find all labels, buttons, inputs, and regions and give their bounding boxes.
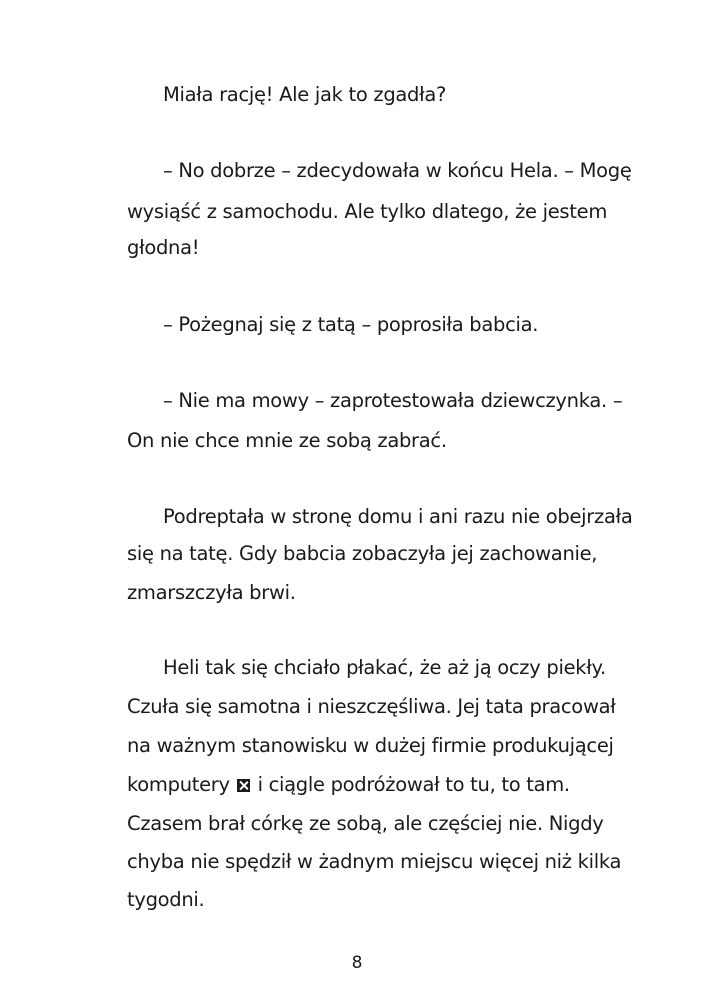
paragraph-line: – Nie ma mowy – zaprotestowała dziewczynka. – [163, 389, 623, 412]
paragraph-line: On nie chce mnie ze sobą zabrać. [127, 429, 447, 452]
paragraph-fragment: komputery [127, 773, 230, 796]
paragraph-line-with-icon [127, 773, 570, 797]
paragraph-line: Podreptała w stronę domu i ani razu nie obejrzała [163, 505, 633, 528]
paragraph-line: Czasem brał córkę ze sobą, ale częściej nie. Nigdy [127, 812, 604, 835]
paragraph-line: zmarszczyła brwi. [127, 581, 296, 604]
paragraph-line: głodna! [127, 236, 200, 259]
paragraph-fragment: i ciągle podróżował to tu, to tam. [257, 773, 570, 796]
paragraph-line: Czuła się samotna i nieszczęśliwa. Jej tata pracował [127, 695, 616, 718]
paragraph-line: – No dobrze – zdecydowała w końcu Hela. – Mogę [163, 159, 632, 182]
paragraph-line: chyba nie spędził w żadnym miejscu więcej niż kilka [127, 850, 622, 873]
paragraph-line: się na tatę. Gdy babcia zobaczyła jej zachowanie, [127, 542, 598, 565]
page-number: 8 [351, 953, 363, 973]
paragraph-line: tygodni. [127, 888, 205, 911]
x-box-icon [237, 779, 250, 792]
paragraph-line: Miała rację! Ale jak to zgadła? [163, 83, 447, 106]
paragraph-line: Heli tak się chciało płakać, że aż ją oczy piekły. [163, 656, 606, 679]
paragraph-line: na ważnym stanowisku w dużej firmie produkującej [127, 734, 614, 757]
paragraph-line: wysiąść z samochodu. Ale tylko dlatego, że jestem [127, 200, 608, 223]
paragraph-line: – Pożegnaj się z tatą – poprosiła babcia. [163, 313, 539, 336]
